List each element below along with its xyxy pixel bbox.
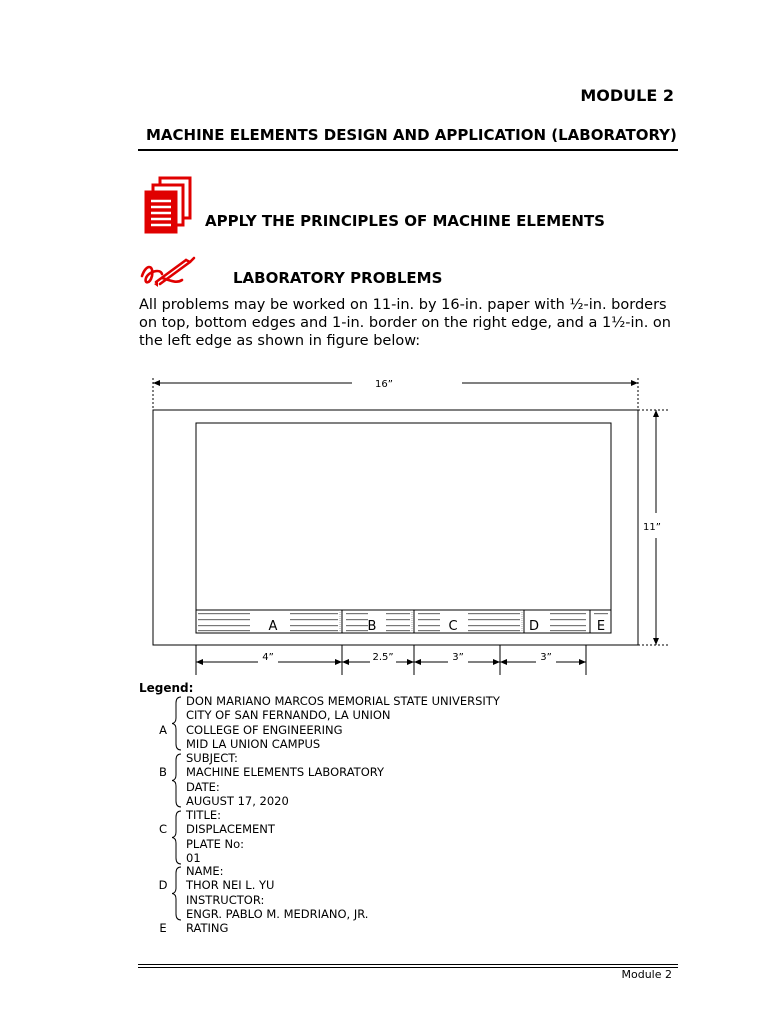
block-a-width-label: 4” — [262, 652, 274, 663]
brace-icon — [172, 753, 182, 808]
legend-line: PLATE No: — [186, 836, 245, 851]
footer-label: Module 2 — [621, 968, 672, 981]
intro-paragraph: All problems may be worked on 11-in. by 16-in. paper with ½-in. borders on top, bottom edges and 1-in. border on the right edge, and a 1½-in. on the left edge as shown in figure below: — [139, 297, 671, 349]
lab-title: LABORATORY PROBLEMS — [233, 269, 443, 287]
block-c-width-label: 3” — [452, 652, 464, 663]
legend-line: MID LA UNION CAMPUS — [186, 737, 321, 752]
legend-letter: B — [159, 765, 167, 779]
legend-line: INSTRUCTOR: — [186, 892, 265, 907]
legend-lines — [186, 864, 368, 922]
legend-line: THOR NEI L. YU — [186, 878, 275, 893]
legend-line: AUGUST 17, 2020 — [186, 794, 289, 809]
block-letter-e: E — [596, 619, 606, 634]
footer-rule — [138, 964, 678, 965]
legend-line: COLLEGE OF ENGINEERING — [186, 722, 343, 737]
legend-lines — [186, 921, 228, 935]
legend-line: DISPLACEMENT — [186, 822, 275, 837]
legend-line: ENGR. PABLO M. MEDRIANO, JR. — [186, 907, 369, 922]
block-d-width-label: 3” — [540, 652, 552, 663]
block-letter-d: D — [528, 619, 540, 634]
title-rule — [138, 149, 678, 151]
legend-line: TITLE: — [186, 808, 221, 822]
legend-heading: Legend: — [139, 681, 194, 695]
brace-icon — [172, 810, 182, 865]
legend-lines — [186, 751, 384, 809]
legend-letter: E — [159, 921, 167, 935]
legend-line: RATING — [186, 921, 229, 935]
footer-rule — [138, 967, 678, 968]
legend-letter: D — [158, 878, 168, 892]
document-title: MACHINE ELEMENTS DESIGN AND APPLICATION (LABORATORY) — [146, 126, 677, 144]
legend-lines — [186, 694, 500, 752]
section-title: APPLY THE PRINCIPLES OF MACHINE ELEMENTS — [205, 212, 605, 230]
legend-letter: A — [159, 723, 167, 737]
block-letter-a: A — [268, 619, 278, 634]
block-b-width-label: 2.5” — [372, 652, 394, 663]
title-block-drawing — [140, 370, 680, 680]
legend-letter: C — [158, 822, 168, 836]
legend-line: 01 — [186, 851, 201, 866]
legend-lines — [186, 808, 275, 866]
width-dimension-label: 16” — [375, 379, 393, 390]
module-title: MODULE 2 — [580, 86, 674, 105]
block-letter-c: C — [448, 619, 458, 634]
documents-icon — [142, 176, 194, 234]
legend-line: CITY OF SAN FERNANDO, LA UNION — [186, 708, 391, 723]
legend-line: MACHINE ELEMENTS LABORATORY — [186, 765, 385, 780]
legend-line: NAME: — [186, 864, 224, 878]
legend-line: DATE: — [186, 779, 220, 794]
height-dimension-label: 11” — [643, 522, 661, 533]
block-letter-b: B — [367, 619, 377, 634]
brace-icon — [172, 866, 182, 921]
brace-icon — [172, 696, 182, 751]
pen-writing-icon — [136, 254, 196, 290]
legend-line: SUBJECT: — [186, 751, 238, 765]
legend-line: DON MARIANO MARCOS MEMORIAL STATE UNIVERSITY — [186, 694, 500, 708]
